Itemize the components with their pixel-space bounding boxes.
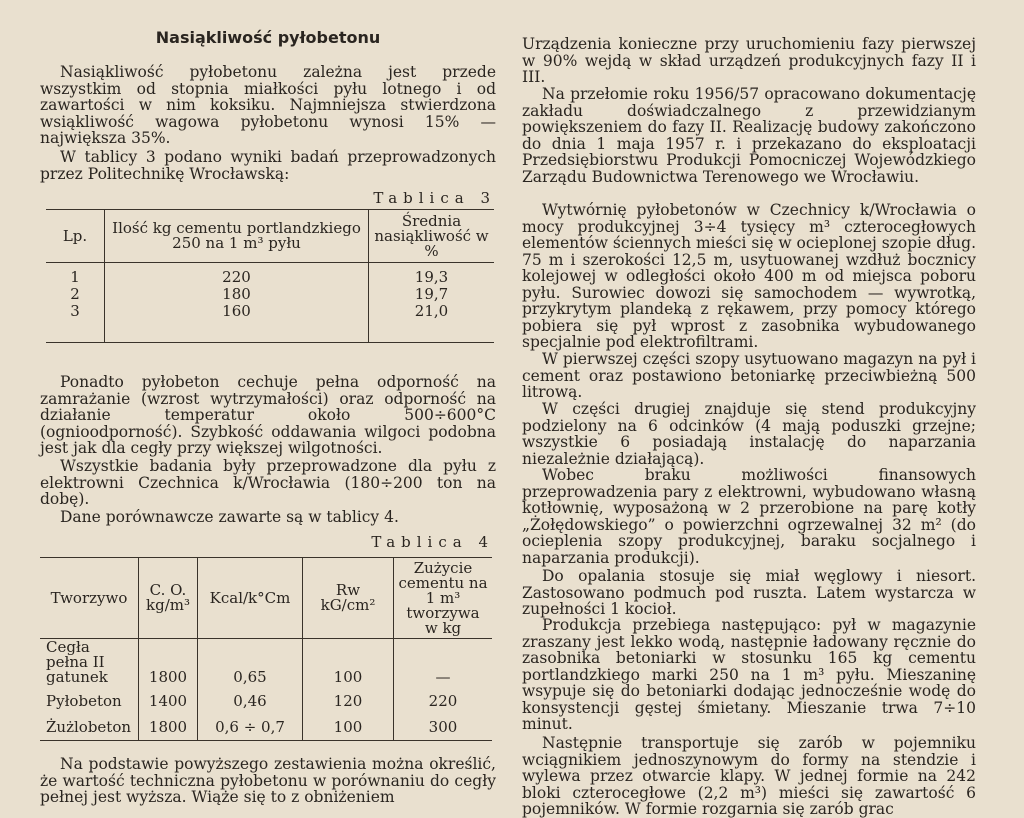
paragraph: W części drugiej znajduje się stend produkcyjny podzielony na 6 odcinków (4 mają poduszki grzejne; wszystkie 6 posiadają instalację do naparzania niezależnie działającą). (522, 400, 976, 468)
paragraph: Następnie transportuje się zarób w pojemniku wciągnikiem jednoszynowym do formy na stendzie i wylewa przez otwarcie klapy. W jednej formie na 242 bloki czterocegłowe (2,2 m³) mieści się zawartość 6 pojemników. W formie rozgarnia się zarób grac (522, 734, 976, 818)
paragraph: W pierwszej części szopy usytuowano magazyn na pył i cement oraz postawiono betoniarkę przeciwbieżną 500 litrową. (522, 350, 976, 401)
section-title: Nasiąkliwość pyłobetonu (155, 28, 381, 47)
table-cell: 19,3 19,7 21,0 (369, 263, 495, 343)
paragraph: Wytwórnię pyłobetonów w Czechnicy k/Wrocławia o mocy produkcyjnej 3÷4 tysięcy m³ czterocegłowych elementów ściennych mieści się w ocieplonej szopie dług. 75 m i szerokości 12,5 m, usytuowanej wzdłuż bocznicy kolejowej w odległości około 400 m od miejsca poboru pyłu. Surowiec dowozi się samochodem — wywrotką, przykrytym plandeką z rękawem, przy pomocy którego pobiera się pył wprost z zasobnika wybudowanego specjalnie pod elektrofiltrami. (522, 201, 976, 351)
paragraph: Dane porównawcze zawarte są w tablicy 4. (60, 508, 399, 526)
paragraph: Do opalania stosuje się miał węglowy i niesort. Zastosowano podmuch pod ruszta. Latem wystarcza w zupełności 1 kocioł. (522, 567, 976, 618)
table-3 (46, 209, 494, 343)
table-cell: 1 2 3 (70, 268, 80, 320)
table-header: Rw kG/cm² (303, 558, 394, 639)
table-caption: Tablica 4 (371, 533, 494, 551)
table-header: Ilość kg cementu portlandzkiego 250 na 1 m³ pyłu (105, 210, 369, 263)
table-caption: Tablica 3 (373, 189, 496, 207)
table-header: Średnia nasiąkliwość w % (369, 210, 495, 263)
table-row: Żużlobeton 1800 0,6 ÷ 0,7 100 300 (40, 715, 492, 741)
paragraph: Wszystkie badania były przeprowadzone dla pyłu z elektrowni Czechnica k/Wrocławia (180÷200 ton na dobę). (40, 457, 496, 508)
paragraph: Wobec braku możliwości finansowych przeprowadzenia pary z elektrowni, wybudowano własną kotłownię, wyposażoną w 2 przerobione na parę kotły „Żołędowskiego” o powierzchni ogrzewalnej 32 m² (do ocieplenia szopy produkcyjnej, baraku socjalnego i naparzania produkcji). (522, 466, 976, 567)
paragraph: Na przełomie roku 1956/57 opracowano dokumentację zakładu doświadczalnego z przewidzianym powiększeniem do fazy II. Realizację budowy zakończono do dnia 1 maja 1957 r. i przekazano do eksploatacji Przedsiębiorstwu Produkcji Pomocniczej Wojewódzkiego Zarządu Budownictwa Terenowego we Wrocławiu. (522, 85, 976, 186)
table-header: Tworzywo (40, 558, 139, 639)
table-row: Cegła pełna II gatunek 1800 0,65 100 — (40, 639, 492, 689)
table-4 (40, 557, 492, 741)
table-row: Pyłobeton 1400 0,46 120 220 (40, 689, 492, 715)
paragraph: W tablicy 3 podano wyniki badań przeprowadzonych przez Politechnikę Wrocławską: (40, 148, 496, 183)
table-header: Zużycie cementu na 1 m³ tworzywa w kg (394, 558, 493, 639)
paragraph: Produkcja przebiega następująco: pył w magazynie zraszany jest lekko wodą, następnie ładowany ręcznie do zasobnika betoniarki w stosunku 165 kg cementu portlandzkiego marki 250 na 1 m³ pyłu. Mieszaninę wsypuje się do betoniarki dodając jednocześnie wodę do konsystencji gęstej śmietany. Mieszanie trwa 7÷10 minut. (522, 616, 976, 733)
paragraph: Na podstawie powyższego zestawienia można określić, że wartość techniczna pyłobetonu w porównaniu do cegły pełnej jest wyższa. Wiąże się to z obniżeniem (40, 755, 496, 806)
table-header: Lp. (46, 210, 105, 263)
table-header: C. O. kg/m³ (139, 558, 198, 639)
paragraph: Nasiąkliwość pyłobetonu zależna jest przede wszystkim od stopnia miałkości pyłu lotnego i od zawartości w nim koksiku. Najmniejsza stwierdzona wsiąkliwość wagowa pyłobetonu wynosi 15% — największa 35%. (40, 63, 496, 147)
table-header: Kcal/k°Cm (198, 558, 303, 639)
paragraph: Ponadto pyłobeton cechuje pełna odporność na zamrażanie (wzrost wytrzymałości) oraz odporność na działanie temperatur około 500÷600°C (ognioodporność). Szybkość oddawania wilgoci podobna jest jak dla cegły przy większej wilgotności. (40, 373, 496, 457)
table-cell: 220 180 160 (105, 263, 369, 343)
paragraph: Urządzenia konieczne przy uruchomieniu fazy pierwszej w 90% wejdą w skład urządzeń produkcyjnych fazy II i III. (522, 35, 976, 86)
